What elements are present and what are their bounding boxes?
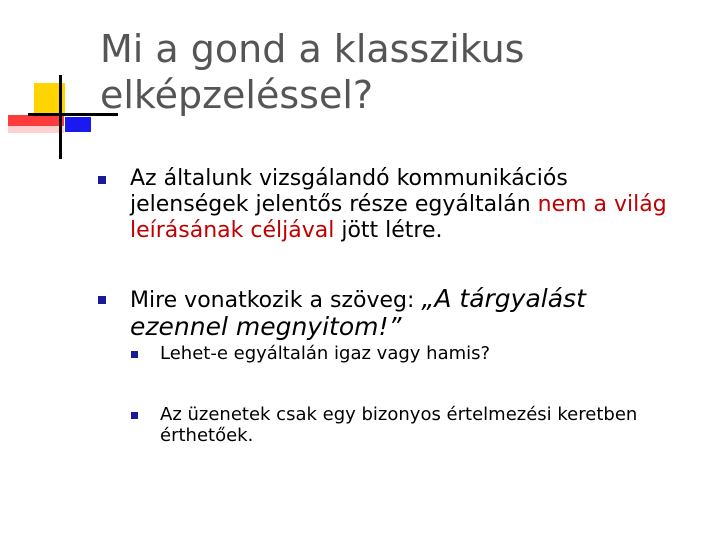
decor-vertical-line [59, 75, 62, 159]
bullet-item-1 [130, 166, 690, 244]
bullet-item-2 [130, 286, 690, 342]
slide-title: Mi a gond a klasszikus elképzeléssel? [100, 27, 525, 117]
bullet-2-quote: „A tárgyalást ezennel megnyitom!” [130, 284, 586, 341]
decor-red-bar [8, 115, 64, 126]
sub-bullet-item: Lehet-e egyáltalán igaz vagy hamis? [160, 343, 491, 364]
sub-bullet-marker [131, 351, 138, 358]
decor-pink-bar [8, 126, 64, 133]
bullet-2-text: Mire vonatkozik a szöveg: [130, 288, 422, 313]
sub-bullet-item: Az üzenetek csak egy bizonyos értelmezési keretben érthetőek. [160, 404, 638, 446]
sub-bullet-marker [131, 412, 138, 419]
bullet-marker [98, 296, 106, 304]
decor-blue-square [65, 117, 91, 132]
bullet-1-highlight: nem a világ leírásának céljával [130, 192, 667, 243]
bullet-marker [98, 176, 106, 184]
bullet-1-text: Az általunk vizsgálandó kommunikációs jelenségek jelentős része egyáltalán [130, 166, 568, 217]
bullet-1-tail: jött létre. [334, 218, 443, 243]
